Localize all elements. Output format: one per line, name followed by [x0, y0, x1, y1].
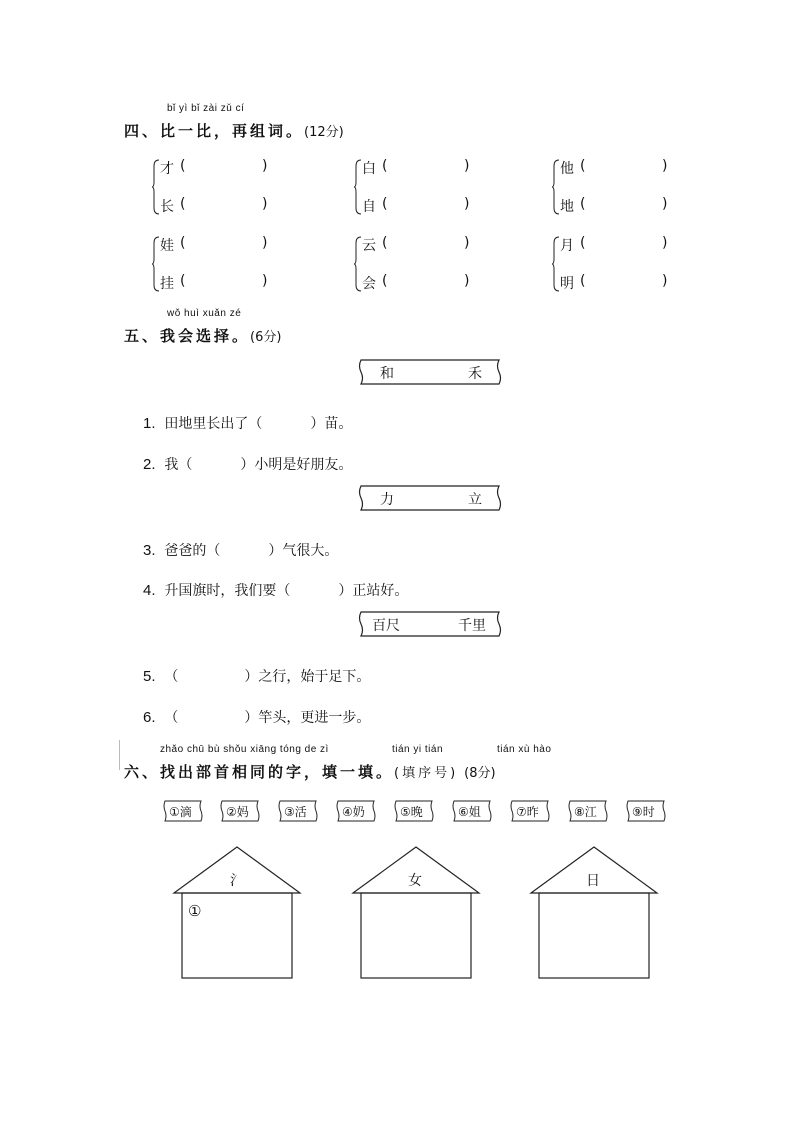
paren-open: (: [580, 273, 586, 289]
radical-house[interactable]: [529, 846, 659, 980]
brace-icon: [552, 235, 560, 293]
house-icon: [351, 846, 481, 980]
question-number: 6.: [143, 709, 156, 726]
pair-char: 才: [160, 161, 174, 177]
section5-title: 五、我会选择。: [124, 327, 251, 345]
radical-house[interactable]: [351, 846, 481, 980]
char-chip[interactable]: [336, 800, 376, 822]
paren-close: ): [464, 235, 470, 251]
compare-pair: [552, 158, 702, 216]
pair-line[interactable]: [560, 235, 668, 255]
pair-line[interactable]: [362, 273, 470, 293]
question-item[interactable]: [143, 707, 370, 727]
question-text: （: [164, 710, 179, 726]
pair-char: 明: [560, 276, 574, 292]
char-chip[interactable]: [452, 800, 492, 822]
house-radical: 氵: [230, 873, 244, 889]
question-text: ）正站好。: [338, 583, 409, 599]
pair-line[interactable]: [560, 196, 668, 216]
pair-char: 会: [362, 276, 376, 292]
pair-line[interactable]: [160, 196, 268, 216]
question-text: ）苗。: [310, 416, 353, 432]
char-chip[interactable]: [626, 800, 666, 822]
paren-open: (: [580, 196, 586, 212]
brace-icon: [354, 235, 362, 293]
paren-open: (: [382, 158, 388, 174]
compare-pair: [552, 235, 702, 293]
question-number: 1.: [143, 415, 156, 432]
brace-icon: [152, 235, 160, 293]
question-text: ）之行，始于足下。: [244, 669, 371, 685]
question-item[interactable]: [143, 580, 408, 600]
paren-open: (: [382, 273, 388, 289]
question-text: 升国旗时，我们要（: [164, 583, 291, 599]
question-item[interactable]: [143, 413, 352, 433]
paren-open: (: [180, 273, 186, 289]
paren-open: (: [580, 158, 586, 174]
chip-label: ④奶: [342, 805, 365, 819]
question-text: ）竿头，更进一步。: [244, 710, 371, 726]
section4-score: (12分): [304, 125, 344, 140]
question-item[interactable]: [143, 666, 370, 686]
pair-line[interactable]: [160, 273, 268, 293]
paren-open: (: [180, 235, 186, 251]
question-item[interactable]: [143, 454, 352, 474]
pair-char: 长: [160, 199, 174, 215]
section6-fill-note: (填序号): [394, 766, 459, 781]
compare-pair: [354, 158, 504, 216]
section6-title: 六、找出部首相同的字，填一填。: [124, 763, 395, 781]
paren-close: ): [662, 273, 668, 289]
choice-word: 力: [380, 492, 394, 508]
pair-line[interactable]: [160, 235, 268, 255]
paren-close: ): [262, 196, 268, 212]
section6-pinyin: zhǎo chū bù shǒu xiāng tóng de zì: [160, 744, 329, 755]
pair-line[interactable]: [560, 273, 668, 293]
pair-char: 白: [362, 161, 376, 177]
section5-score: (6分): [250, 330, 282, 345]
paren-close: ): [464, 273, 470, 289]
question-text: ）小明是好朋友。: [240, 457, 353, 473]
pair-char: 他: [560, 161, 574, 177]
paren-close: ): [464, 196, 470, 212]
word-choice-box: [358, 359, 502, 385]
question-text: （: [164, 669, 179, 685]
paren-open: (: [180, 158, 186, 174]
section6-pinyin: tián xù hào: [497, 744, 552, 755]
question-number: 4.: [143, 582, 156, 599]
pair-char: 娃: [160, 238, 174, 254]
question-text: 爸爸的（: [164, 543, 221, 559]
question-number: 5.: [143, 668, 156, 685]
chip-label: ①滴: [169, 805, 192, 819]
chip-label: ⑧江: [574, 805, 597, 819]
section4-title: 四、比一比，再组词。: [124, 122, 305, 140]
char-chip[interactable]: [510, 800, 550, 822]
paren-close: ): [262, 273, 268, 289]
word-choice-box: [358, 611, 502, 637]
pair-char: 挂: [160, 276, 174, 292]
paren-open: (: [580, 235, 586, 251]
brace-icon: [152, 158, 160, 216]
brace-icon: [354, 158, 362, 216]
section4-heading: [124, 120, 344, 141]
question-number: 3.: [143, 542, 156, 559]
choice-word: 立: [468, 492, 482, 508]
pair-char: 地: [560, 199, 574, 215]
house-icon: [529, 846, 659, 980]
paren-close: ): [662, 158, 668, 174]
pair-line[interactable]: [362, 235, 470, 255]
brace-icon: [552, 158, 560, 216]
char-chip[interactable]: [220, 800, 260, 822]
chip-label: ⑥姐: [458, 805, 481, 819]
radical-house[interactable]: [172, 846, 302, 980]
chip-label: ⑦昨: [516, 805, 539, 819]
section6-pinyin: tián yi tián: [392, 744, 444, 755]
char-chip[interactable]: [568, 800, 608, 822]
question-text: 田地里长出了（: [164, 416, 263, 432]
pair-char: 月: [560, 238, 574, 254]
section5-heading: [124, 325, 281, 346]
word-choice-box: [358, 485, 502, 511]
paren-open: (: [382, 196, 388, 212]
pair-line[interactable]: [560, 158, 668, 178]
section5-pinyin: wǒ huì xuǎn zé: [167, 308, 242, 319]
paren-open: (: [382, 235, 388, 251]
paren-open: (: [180, 196, 186, 212]
pair-line[interactable]: [362, 158, 470, 178]
scan-mark: [119, 740, 120, 770]
section6-score: (8分): [464, 766, 496, 781]
chip-label: ⑨时: [632, 805, 655, 819]
compare-pair: [354, 235, 504, 293]
pair-line[interactable]: [362, 196, 470, 216]
compare-pair: [152, 158, 302, 216]
section4-pinyin: bǐ yì bǐ zài zǔ cí: [167, 103, 245, 114]
choice-word: 千里: [458, 618, 486, 634]
chip-label: ③活: [284, 805, 307, 819]
choice-word: 禾: [468, 366, 482, 382]
house-radical: 日: [586, 873, 600, 889]
question-text: 我（: [164, 457, 193, 473]
paren-close: ): [662, 235, 668, 251]
pair-char: 云: [362, 238, 376, 254]
paren-close: ): [662, 196, 668, 212]
question-number: 2.: [143, 456, 156, 473]
compare-pair: [152, 235, 302, 293]
paren-close: ): [262, 235, 268, 251]
paren-close: ): [464, 158, 470, 174]
pair-line[interactable]: [160, 158, 268, 178]
pair-char: 自: [362, 199, 376, 215]
chip-label: ②妈: [226, 805, 249, 819]
choice-word: 和: [380, 366, 394, 382]
question-text: ）气很大。: [268, 543, 339, 559]
question-item[interactable]: [143, 540, 338, 560]
char-chip[interactable]: [278, 800, 318, 822]
section6-heading: [124, 761, 496, 782]
char-chip[interactable]: [163, 800, 203, 822]
choice-word: 百尺: [372, 618, 400, 634]
char-chip[interactable]: [394, 800, 434, 822]
house-radical: 女: [408, 873, 422, 889]
house-answer: ①: [188, 902, 202, 920]
chip-label: ⑤晚: [400, 805, 423, 819]
paren-close: ): [262, 158, 268, 174]
